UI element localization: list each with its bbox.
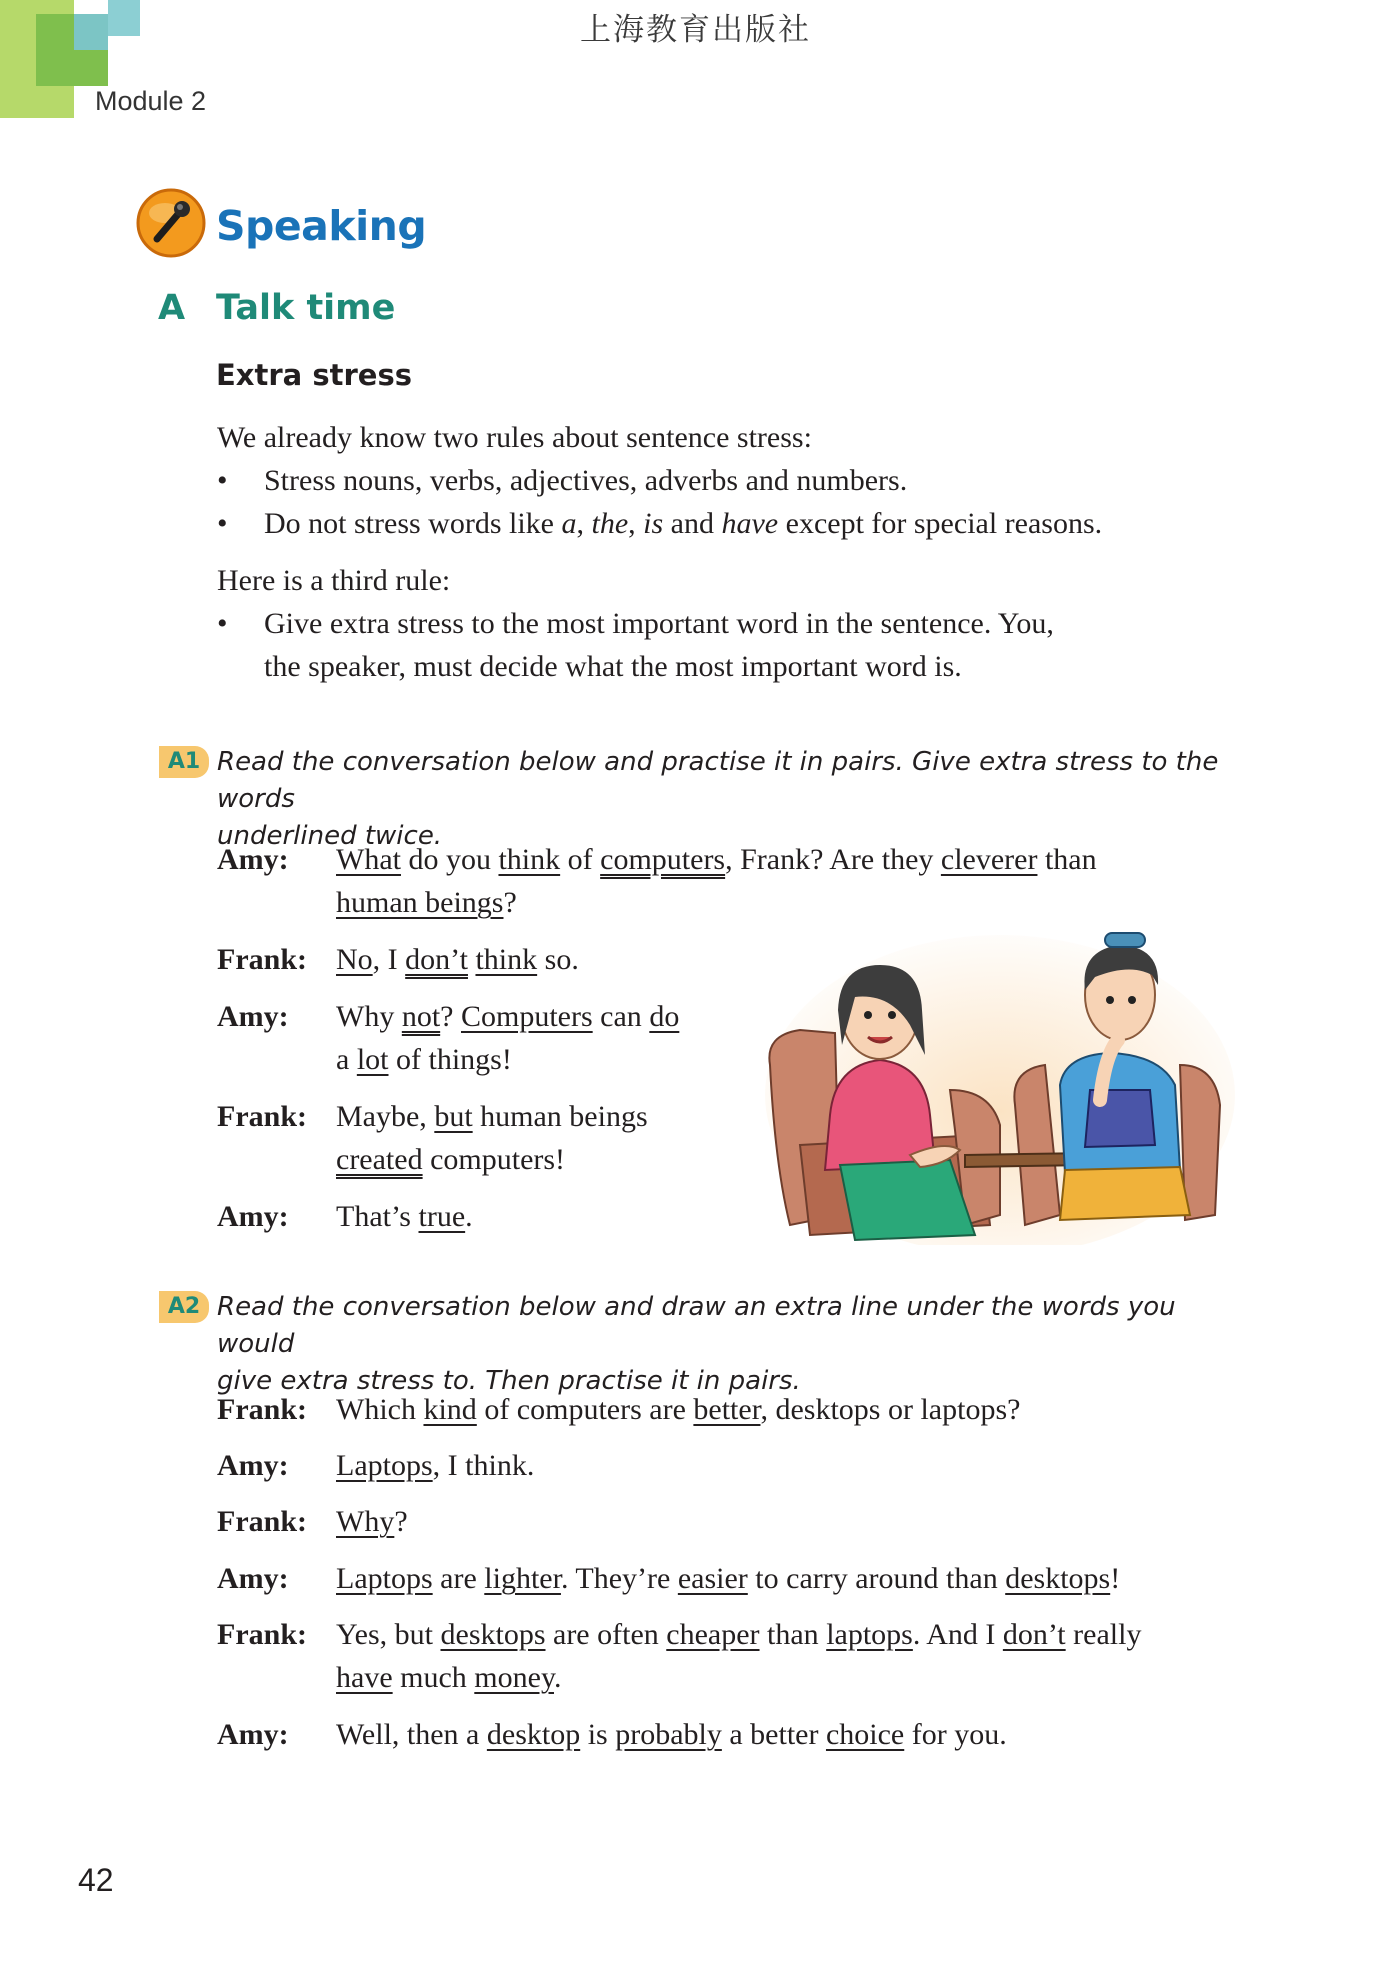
rule-2: Do not stress words like a, the, is and have except for special reasons.	[264, 507, 1103, 540]
speaker-label: Amy:	[217, 1449, 289, 1482]
bullet-dot: •	[217, 464, 228, 497]
a2-instruction: Read the conversation below and draw an extra line under the words you would give extra stress to. Then practise it in pairs.	[217, 1292, 1176, 1396]
speaker-label: Frank:	[217, 1393, 307, 1426]
part-letter: A	[158, 288, 186, 328]
module-label: Module 2	[95, 86, 207, 116]
dialogue-line: Laptops are lighter. They’re easier to carry around than desktops!	[336, 1562, 1121, 1595]
bullet-dot: •	[217, 507, 228, 540]
speaker-label: Frank:	[217, 1505, 307, 1538]
dialogue-line: What do you think of computers, Frank? Are they cleverer than	[336, 843, 1097, 876]
exercise-tag-a2: A2	[159, 1291, 209, 1323]
speaker-label: Amy:	[217, 1200, 289, 1233]
exercise-tag-a1: A1	[159, 746, 209, 778]
rule-3-line-2: the speaker, must decide what the most important word is.	[264, 650, 962, 683]
subtitle: Extra stress	[216, 358, 412, 392]
dialogue-line: Why?	[336, 1505, 408, 1538]
speaker-label: Amy:	[217, 1000, 289, 1033]
intro-line: We already know two rules about sentence stress:	[217, 421, 812, 454]
intro-line-2: Here is a third rule:	[217, 564, 451, 597]
dialogue-line: Maybe, but human beings	[336, 1100, 648, 1133]
section-title: Speaking	[216, 202, 427, 250]
dialogue-line: Which kind of computers are better, desktops or laptops?	[336, 1393, 1021, 1426]
rule-1: Stress nouns, verbs, adjectives, adverbs and numbers.	[264, 464, 908, 497]
dialogue-line: human beings?	[336, 886, 517, 919]
part-title: Talk time	[216, 288, 396, 328]
speaker-label: Amy:	[217, 843, 289, 876]
a1-instruction: Read the conversation below and practise it in pairs. Give extra stress to the words underlined twice.	[217, 747, 1219, 851]
dialogue-line: a lot of things!	[336, 1043, 512, 1076]
dialogue-line: created computers!	[336, 1143, 566, 1176]
dialogue-line: have much money.	[336, 1661, 562, 1694]
speaker-label: Amy:	[217, 1718, 289, 1751]
dialogue-line: Laptops, I think.	[336, 1449, 535, 1482]
dialogue-line: Well, then a desktop is probably a better choice for you.	[336, 1718, 1007, 1751]
conversation-illustration	[760, 915, 1240, 1245]
dialogue-line: No, I don’t think so.	[336, 943, 579, 976]
dialogue-line: Yes, but desktops are often cheaper than laptops. And I don’t really	[336, 1618, 1142, 1651]
microphone-icon	[135, 187, 207, 259]
speaker-label: Frank:	[217, 943, 307, 976]
publisher-name: 上海教育出版社	[580, 12, 811, 48]
speaker-label: Frank:	[217, 1618, 307, 1651]
dialogue-line: Why not? Computers can do	[336, 1000, 680, 1033]
speaker-label: Amy:	[217, 1562, 289, 1595]
page-number: 42	[78, 1862, 114, 1898]
rule-3-line-1: Give extra stress to the most important word in the sentence. You,	[264, 607, 1054, 640]
dialogue-line: That’s true.	[336, 1200, 473, 1233]
speaker-label: Frank:	[217, 1100, 307, 1133]
bullet-dot: •	[217, 607, 228, 640]
